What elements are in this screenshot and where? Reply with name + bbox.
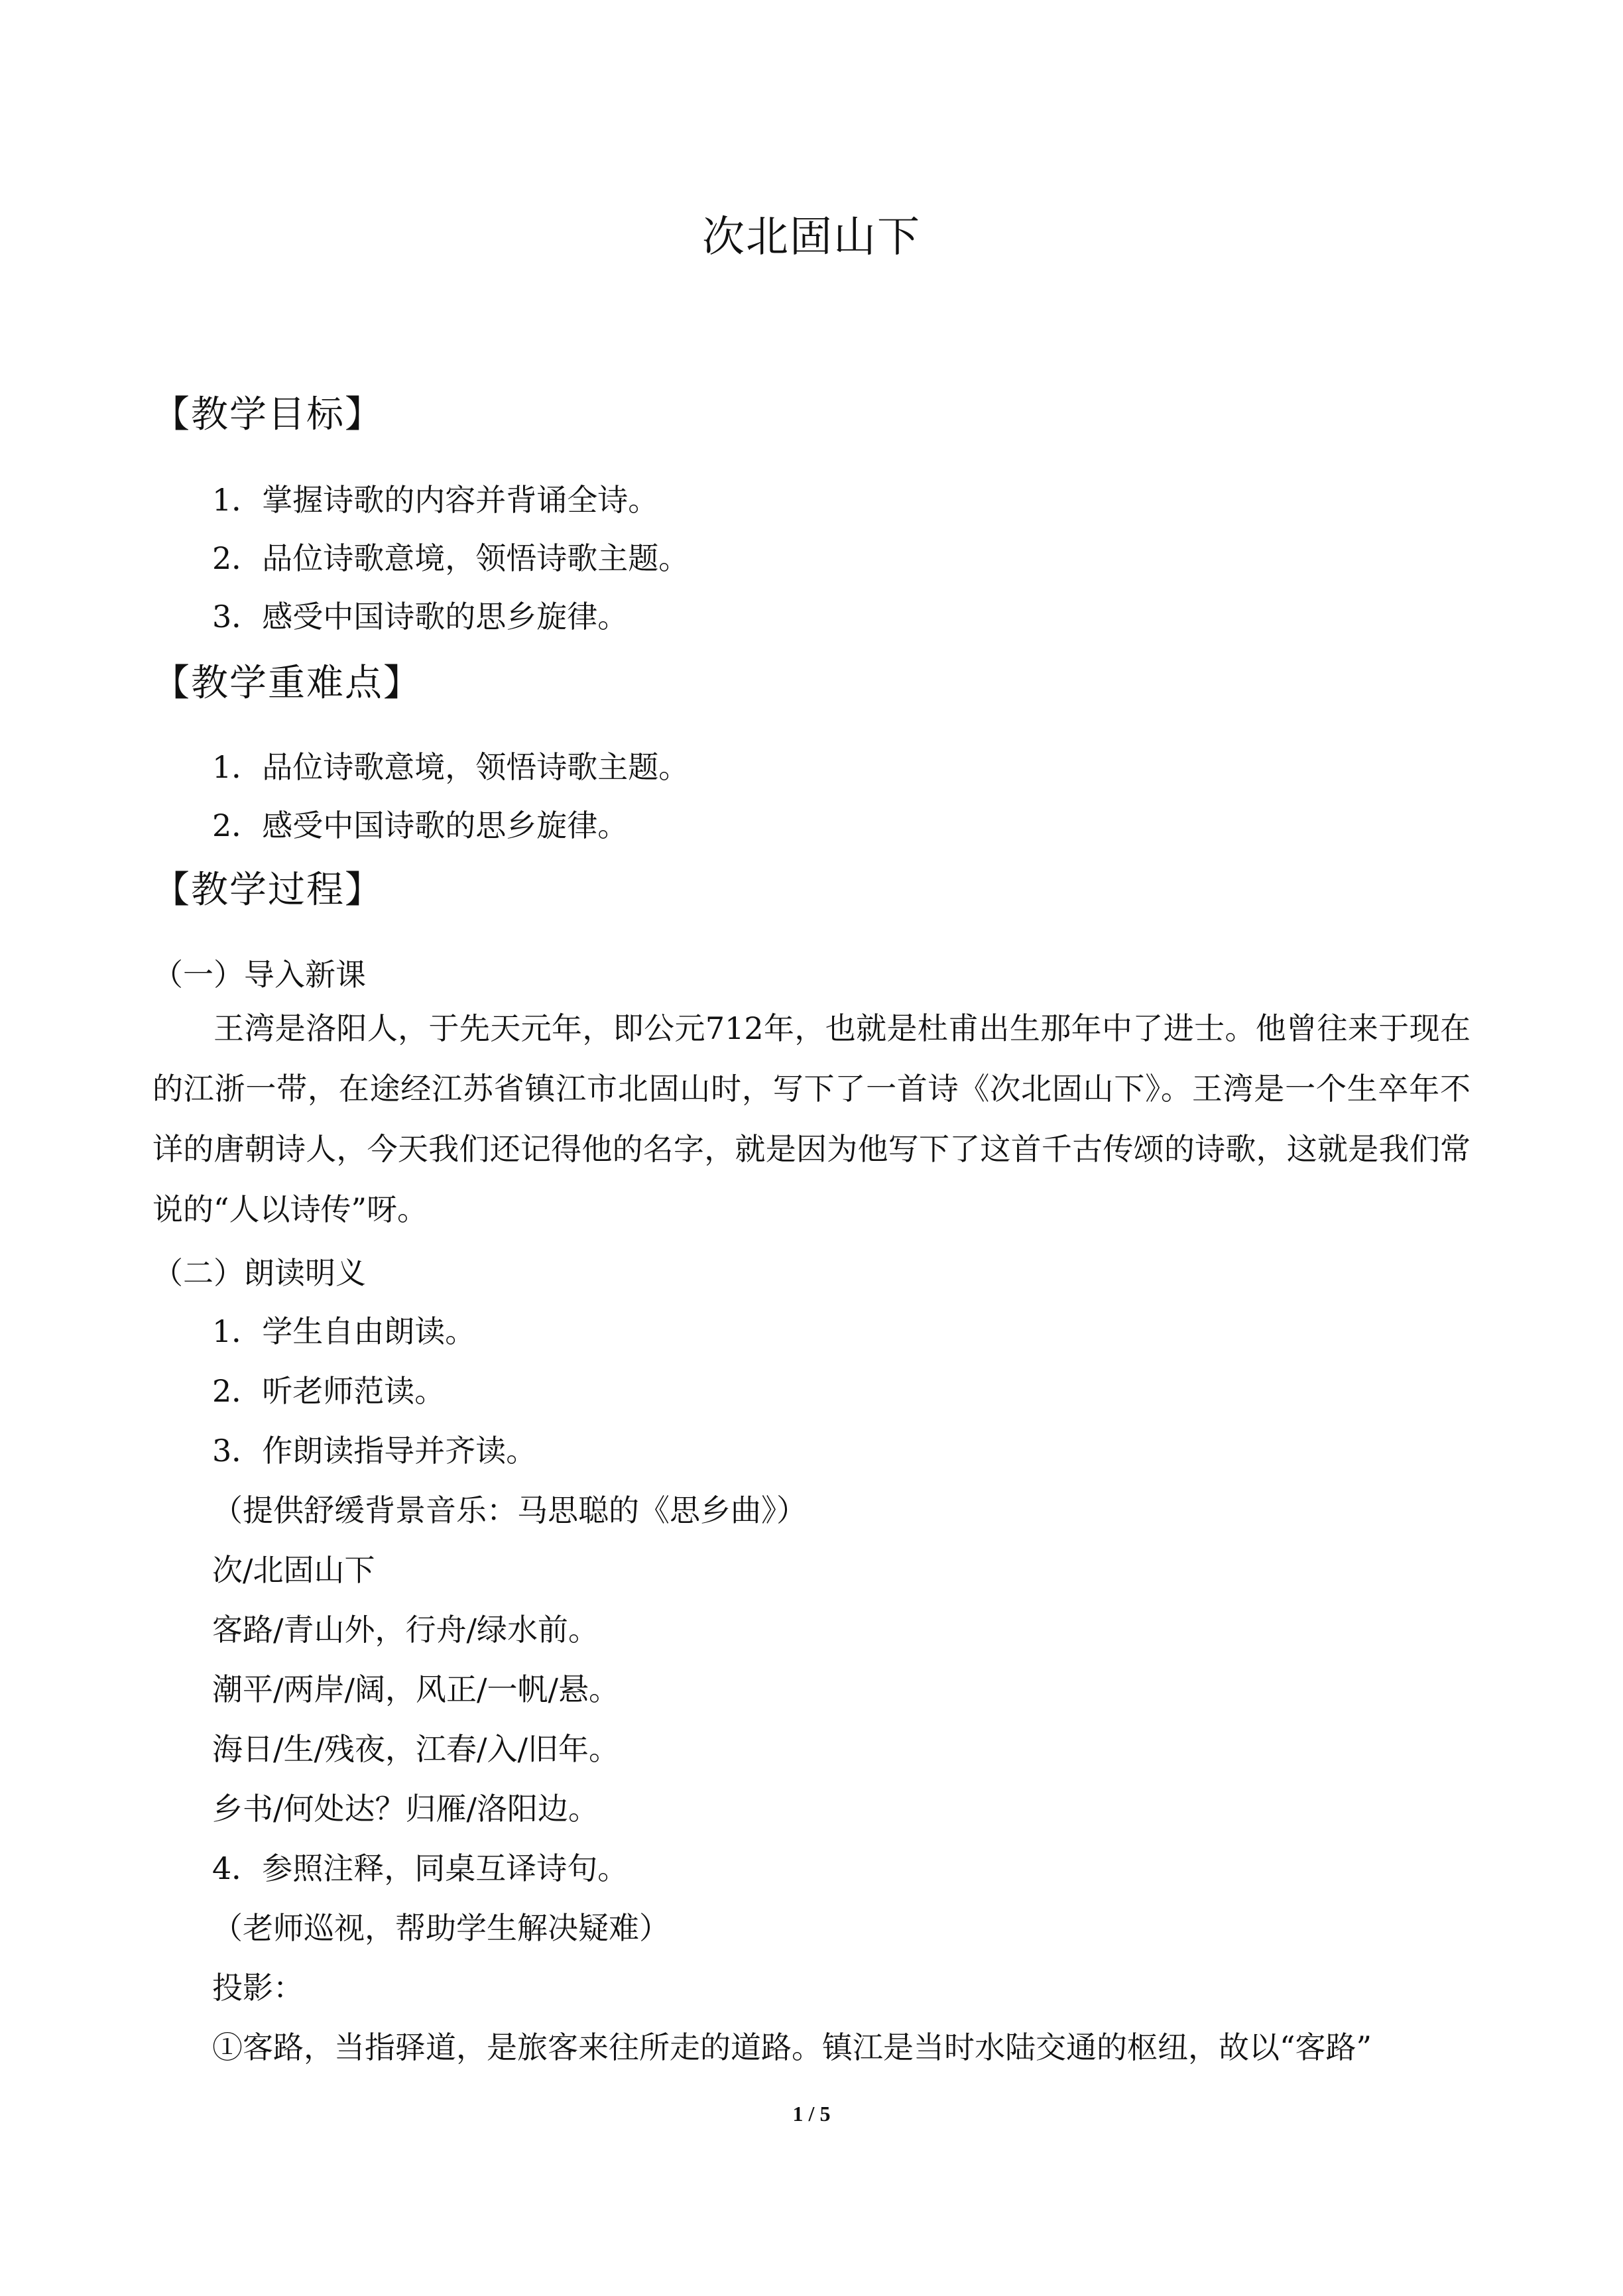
objective-item: 1．掌握诗歌的内容并背诵全诗。 [212,482,659,518]
process-line: 投影： [212,1970,304,2006]
document-title: 次北固山下 [702,213,921,262]
process-line: 3．作朗读指导并齐读。 [212,1433,537,1469]
process-part2-title: （二）朗读明义 [152,1255,366,1291]
poem-line: 海日/生/残夜，江春/入/旧年。 [212,1731,619,1767]
objective-item: 2．品位诗歌意境，领悟诗歌主题。 [212,540,690,576]
process-line: （提供舒缓背景音乐：马思聪的《思乡曲》） [212,1492,807,1528]
section-heading-process: 【教学过程】 [152,869,383,912]
poem-line: 客路/青山外，行舟/绿水前。 [212,1612,599,1648]
process-line: 2．听老师范读。 [212,1373,446,1409]
page-number: 1 / 5 [792,2102,831,2126]
poem-line: 乡书/何处达？归雁/洛阳边。 [212,1791,599,1827]
key-point-item: 2．感受中国诗歌的思乡旋律。 [212,808,629,843]
process-line: 1．学生自由朗读。 [212,1313,476,1349]
objective-item: 3．感受中国诗歌的思乡旋律。 [212,599,629,634]
annotation-line: ①客路，当指驿道，是旅客来往所走的道路。镇江是当时水陆交通的枢纽，故以“客路” [212,2029,1372,2065]
process-part1-title: （一）导入新课 [152,957,366,993]
key-point-item: 1．品位诗歌意境，领悟诗歌主题。 [212,749,690,785]
poem-line: 潮平/两岸/阔，风正/一帆/悬。 [212,1671,619,1707]
section-heading-key-points: 【教学重难点】 [152,662,422,705]
poem-title-line: 次/北固山下 [212,1552,375,1588]
process-part1-paragraph: 王湾是洛阳人，于先天元年，即公元712年，也就是杜甫出生那年中了进士。他曾往来于现在的江浙一带，在途经江苏省镇江市北固山时，写下了一首诗《次北固山下》。王湾是一个生卒年不详的唐朝诗人，今天我们还记得他的名字，就是因为他写下了这首千古传颂的诗歌，这就是我们常说的“人以诗传”呀。 [152,1010,1471,1227]
section-heading-objectives: 【教学目标】 [152,393,383,436]
process-line: （老师巡视，帮助学生解决疑难） [212,1910,670,1946]
process-line: 4．参照注释，同桌互译诗句。 [212,1850,629,1886]
